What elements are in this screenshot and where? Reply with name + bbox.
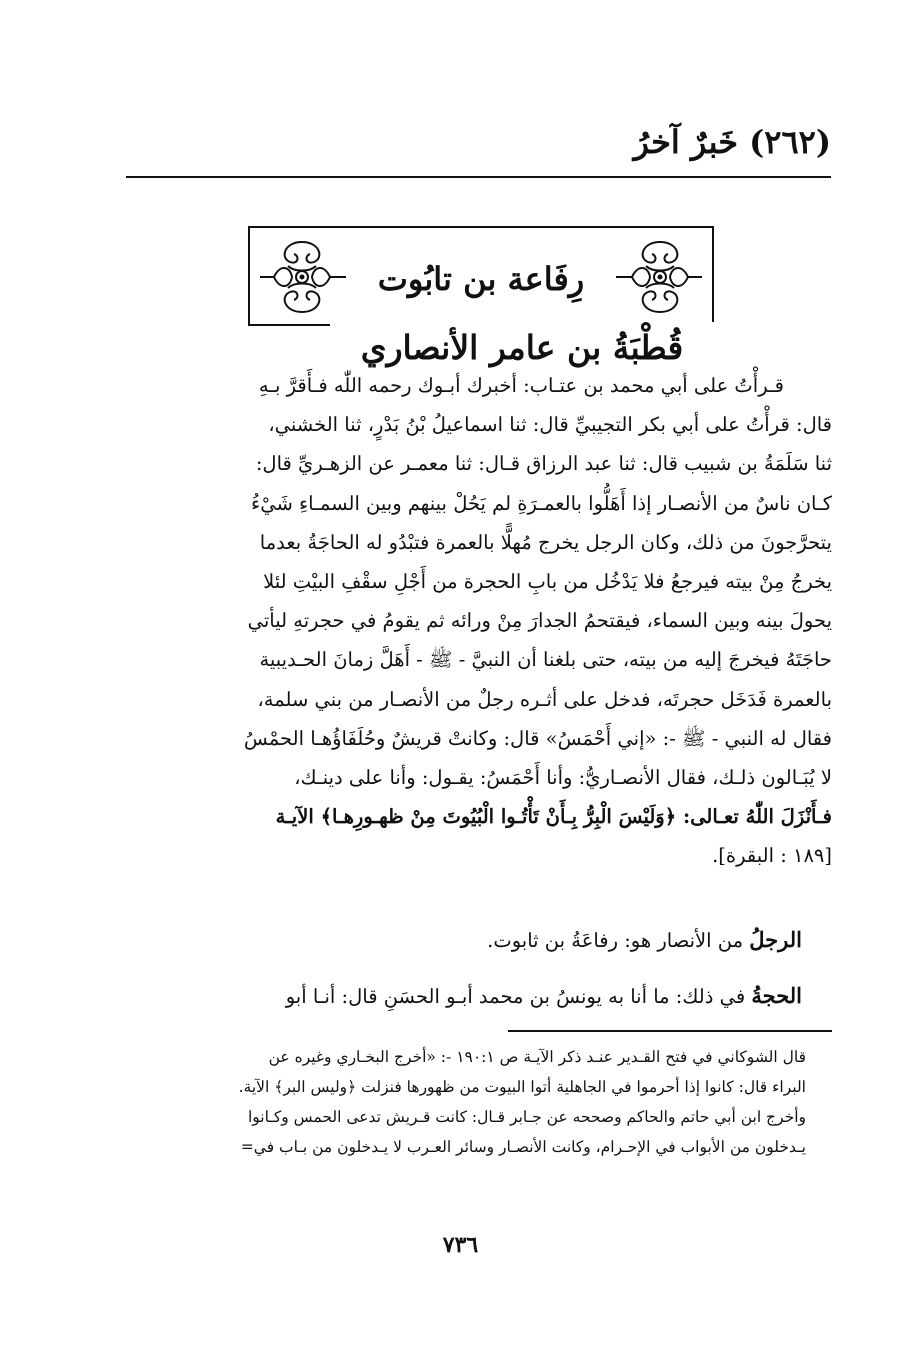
arabesque-ornament-icon <box>612 236 708 318</box>
note-text: في ذلك: ما أنا به يونسُ بن محمد أبـو الحسَنِ قال: أنـا أبو <box>285 985 746 1008</box>
text-line: يخرجُ مِنْ بيته فيرجعُ فلا يَدْخُل من بابِ الحجرة من أَجْلِ سقْفِ البيْتِ لئلا <box>263 570 832 594</box>
page-number: ٧٣٦ <box>442 1232 479 1258</box>
text-line: قـرأْتُ على أبي محمد بن عتـاب: أخبرك أبـوك رحمه اللّٰه فـأَقرَّ بـهِ <box>258 374 784 397</box>
footnote-line: يـدخلون من الأبواب في الإحـرام، وكانت الأنصـار وسائر العـرب لا يـدخلون من بـاب في= <box>240 1138 806 1156</box>
note-key: الحجةُ <box>751 983 802 1008</box>
note-key: الرجلُ <box>749 927 802 952</box>
footnote-line: قال الشوكاني في فتح القـدير عنـد ذكر الآيـة ص ١٩٠:١ -: «أخرج البخـاري وغيره عن <box>268 1048 806 1066</box>
text-line: يحولَ بينه وبين السماء، فيقتحمُ الجدارَ مِنْ ورائه ثم يقومُ في حجرتهِ ليأتي <box>247 609 832 633</box>
quran-verse-line: فـأَنْزَلَ اللّٰهُ تعـالى: ﴿وَلَيْسَ الْبِرُّ بِـأَنْ تَأْتُـوا الْبُيُوتَ مِنْ ظهـورِهـا﴾ الآيـة <box>275 805 832 829</box>
footnote-rule <box>508 1030 832 1032</box>
note-text: من الأنصار هو: رفاعَةُ بن ثابوت. <box>487 929 744 952</box>
text-line: بالعمرة فَدَخَل حجرتَه، فدخل على أثـره رجلٌ من الأنصـار من بني سلمة، <box>257 687 832 711</box>
note-proof <box>126 976 832 1017</box>
section-title: رِفَاعة بن تابُوت <box>377 260 585 298</box>
text-line: كـان ناسٌ من الأنصـار إذا أَهَلُّوا بالعمـرَةِ لم يَحُلْ بينهم وبين السمـاءِ شَيْءُ <box>251 491 832 515</box>
text-line: لا يُبَـالون ذلـك، فقال الأنصـاريُّ: وأنا أَحْمَسُ: يقـول: وأنا على دينـك، <box>294 766 832 790</box>
section-subtitle: قُطْبَةُ بن عامر الأنصاري <box>330 322 714 374</box>
footnote-line: وأخرج ابن أبي حاتم والحاكم وصححه عن جـابر قـال: كانت قـريش تدعى الحمس وكـانوا <box>247 1108 806 1126</box>
running-header: (٢٦٢) خَبرٌ آخرُ <box>633 123 831 161</box>
text-line: يتحرَّجونَ من ذلك، وكان الرجل يخرج مُهلًّا بالعمرة فتبْدُو له الحاجَةُ بعدما <box>259 530 832 554</box>
note-man <box>126 920 832 961</box>
main-text <box>126 366 832 876</box>
text-line: فقال له النبي - ﷺ -: «إني أَحْمَسُ» قال: وكانتْ قريشٌ وحُلَفَاؤُهـا الحمْسُ <box>243 726 832 750</box>
header-rule <box>126 176 831 178</box>
footnotes <box>126 1042 832 1162</box>
footnote-line: البراء قال: كانوا إذا أحرموا في الجاهلية أتوا البيوت من ظهورها فنزلت ﴿وليس البر﴾ الآية. <box>238 1078 806 1096</box>
verse-reference: [١٨٩ : البقرة]. <box>712 844 832 868</box>
ornamental-title-frame <box>248 226 714 326</box>
text-line: قال: قرأْتُ على أبي بكر التجيبيِّ قال: ثنا اسماعيلُ بْنُ بَدْرٍ، ثنا الخشني، <box>268 413 832 437</box>
text-line: حاجَتَهُ فيخرجَ إليه من بيته، حتى بلغنا أن النبيَّ - ﷺ - أَهَلَّ زمانَ الحـديبية <box>259 648 832 672</box>
text-line: ثنا سَلَمَةُ بن شبيب قال: ثنا عبد الرزاق قـال: ثنا معمـر عن الزهـريِّ قال: <box>255 452 832 476</box>
arabesque-ornament-icon <box>254 236 350 318</box>
